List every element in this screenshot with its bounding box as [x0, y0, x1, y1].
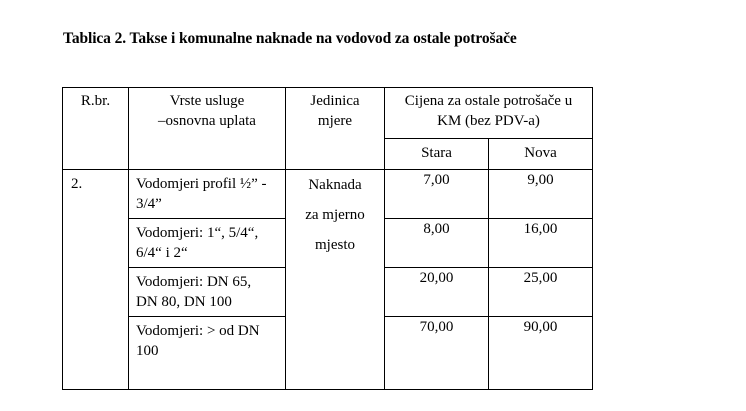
new-price: 25,00 [523, 270, 558, 286]
new-price: 9,00 [527, 172, 554, 188]
old-price-cell [385, 268, 489, 317]
header-price [385, 88, 593, 139]
service-line2: DN 80, DN 100 [136, 294, 232, 310]
old-price: 8,00 [423, 221, 450, 237]
unit-line1: Naknada [308, 177, 362, 193]
service-cell [129, 170, 286, 219]
service-cell [129, 317, 286, 390]
service-cell [129, 268, 286, 317]
old-price-cell [385, 317, 489, 390]
header-rbr [63, 88, 129, 170]
service-line1: Vodomjeri: 1“, 5/4“, [136, 225, 259, 241]
unit-cell [286, 170, 385, 390]
header-service [129, 88, 286, 170]
old-price: 7,00 [423, 172, 450, 188]
header-unit-line1: Jedinica [310, 93, 360, 109]
service-line2: 6/4“ i 2“ [136, 245, 188, 261]
old-price-cell [385, 219, 489, 268]
new-price: 16,00 [523, 221, 558, 237]
service-line1: Vodomjeri profil ½” - [136, 176, 267, 192]
service-cell [129, 219, 286, 268]
new-price: 90,00 [523, 319, 558, 335]
service-line2: 100 [136, 343, 159, 359]
unit-line3: mjesto [315, 237, 355, 253]
row-number: 2. [71, 176, 83, 192]
header-price-line1: Cijena za ostale potrošače u [404, 93, 573, 109]
old-price: 70,00 [419, 319, 454, 335]
header-old-label: Stara [421, 145, 452, 161]
header-rbr-label: R.br. [80, 93, 111, 109]
table-caption: Tablica 2. Takse i komunalne naknade na vodovod za ostale potrošače [63, 30, 517, 47]
old-price: 20,00 [419, 270, 454, 286]
header-service-line2: –osnovna uplata [158, 113, 256, 129]
old-price-cell [385, 170, 489, 219]
header-new-label: Nova [524, 145, 557, 161]
header-new-price [489, 139, 593, 170]
new-price-cell [489, 219, 593, 268]
table-row [63, 170, 593, 219]
header-row [63, 88, 593, 139]
rbr-cell [63, 170, 129, 390]
header-unit [286, 88, 385, 170]
service-line2: 3/4” [136, 196, 162, 212]
new-price-cell [489, 317, 593, 390]
header-service-line1: Vrste usluge [169, 93, 245, 109]
new-price-cell [489, 268, 593, 317]
service-line1: Vodomjeri: > od DN [136, 323, 260, 339]
header-unit-line2: mjere [317, 113, 353, 129]
header-price-line2: KM (bez PDV-a) [437, 113, 540, 129]
service-line1: Vodomjeri: DN 65, [136, 274, 252, 290]
unit-line2: za mjerno [305, 207, 365, 223]
fees-table [62, 87, 593, 390]
new-price-cell [489, 170, 593, 219]
header-old-price [385, 139, 489, 170]
